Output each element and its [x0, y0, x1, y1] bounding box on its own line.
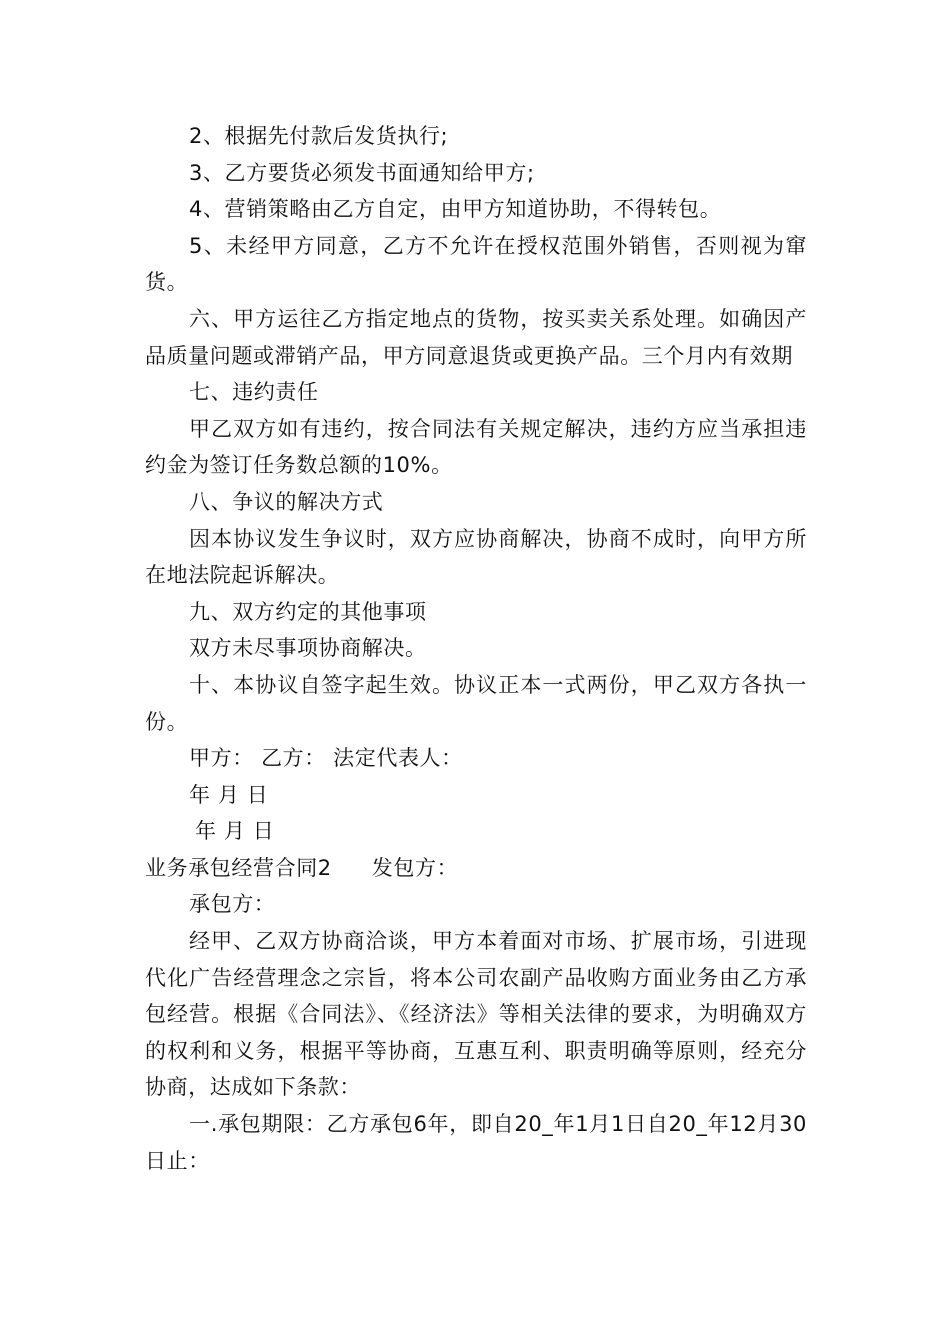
- signature-parties: 甲方： 乙方： 法定代表人：: [189, 746, 463, 771]
- section-eight-body: 因本协议发生争议时，双方应协商解决，协商不成时，向甲方所在地法院起诉解决。: [145, 526, 807, 588]
- term-clause: 一.承包期限：乙方承包6年，即自20_年1月1日自20_年12月30日止：: [145, 1112, 807, 1173]
- signature-date-1: 年 月 日: [189, 782, 269, 807]
- section-ten: 十、本协议自签字起生效。协议正本一式两份，甲乙双方各执一份。: [145, 672, 807, 734]
- clause-2: 2、根据先付款后发货执行;: [189, 124, 449, 148]
- clause-5: 5、未经甲方同意，乙方不允许在授权范围外销售，否则视为窜货。: [145, 233, 807, 295]
- section-nine-heading: 九、双方约定的其他事项: [189, 599, 427, 624]
- clause-4: 4、营销策略由乙方自定，由甲方知道协助，不得转包。: [189, 197, 722, 222]
- section-nine-body: 双方未尽事项协商解决。: [189, 636, 427, 661]
- contract-title: 业务承包经营合同2: [145, 855, 332, 880]
- preamble: 经甲、乙双方协商洽谈，甲方本着面对市场、扩展市场，引进现代化广告经营理念之宗旨，将本公司农副产品收购方面业务由乙方承包经营。根据《合同法》、《经济法》等相关法律的要求，为明确双方的权利和义务，根据平等协商，互惠互利、职责明确等原则，经充分协商，达成如下条款：: [145, 929, 807, 1100]
- contractor-label: 发包方：: [371, 855, 459, 880]
- contract-title-line: [145, 850, 807, 887]
- clause-3: 3、乙方要货必须发书面通知给甲方;: [189, 160, 535, 185]
- section-eight-heading: 八、争议的解决方式: [189, 489, 384, 514]
- contractee-label: 承包方：: [189, 892, 276, 917]
- section-six: 六、甲方运往乙方指定地点的货物，按买卖关系处理。如确因产品质量问题或滞销产品，甲方同意退货或更换产品。三个月内有效期: [145, 306, 807, 368]
- section-seven-body: 甲乙双方如有违约，按合同法有关规定解决，违约方应当承担违约金为签订任务数总额的10%。: [145, 416, 807, 478]
- document-body: [145, 118, 807, 1179]
- signature-date-2: 年 月 日: [195, 819, 275, 844]
- section-seven-heading: 七、违约责任: [189, 380, 319, 405]
